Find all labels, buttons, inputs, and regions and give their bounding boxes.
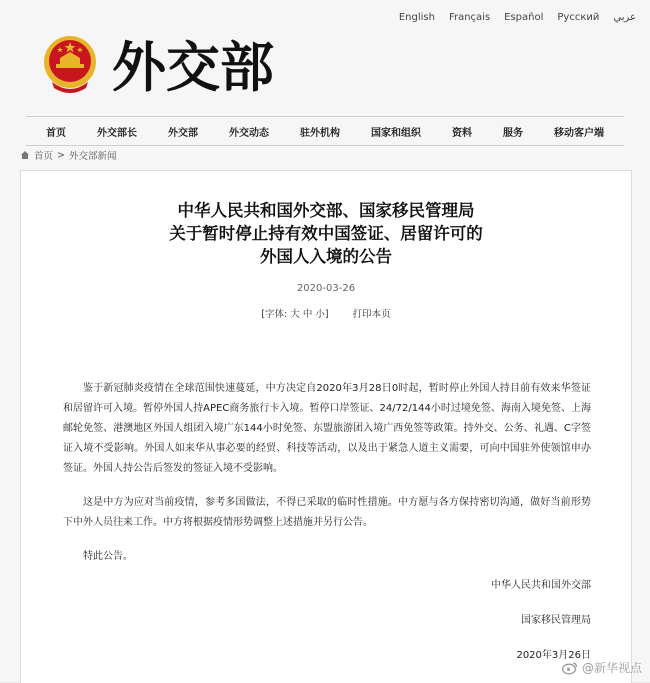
- font-size-label: [字体:: [261, 309, 288, 320]
- lang-french[interactable]: Français: [448, 12, 491, 23]
- title-line: 关于暂时停止持有效中国签证、居留许可的: [169, 224, 483, 243]
- breadcrumb: [20, 148, 117, 162]
- lang-english[interactable]: English: [398, 12, 435, 23]
- nav-foreign-minister[interactable]: 外交部长: [97, 127, 137, 139]
- main-nav: [26, 116, 624, 146]
- nav-mobile-client[interactable]: 移动客户端: [554, 127, 604, 139]
- home-icon: [20, 150, 30, 160]
- article-title: [21, 199, 631, 268]
- font-small-button[interactable]: 小]: [315, 309, 329, 320]
- body-paragraph: 特此公告。: [83, 551, 133, 562]
- weibo-icon: [562, 661, 578, 675]
- nav-missions-abroad[interactable]: 驻外机构: [300, 127, 340, 139]
- ministry-calligraphy-logo[interactable]: [112, 30, 282, 100]
- title-line: 外国人入境的公告: [260, 247, 392, 266]
- lang-arabic[interactable]: عربي: [613, 12, 636, 23]
- watermark: [562, 659, 642, 676]
- body-paragraph: 这是中方为应对当前疫情，参考多国做法，不得已采取的临时性措施。中方愿与各方保持密切沟通，做好当前形势下中外人员往来工作。中方将根据疫情形势调整上述措施并另行公告。: [63, 497, 591, 528]
- article-panel: [20, 170, 632, 683]
- print-button[interactable]: 打印本页: [352, 309, 391, 320]
- national-emblem-icon[interactable]: [42, 34, 98, 94]
- lang-russian[interactable]: Русский: [557, 12, 600, 23]
- nav-ministry[interactable]: 外交部: [168, 127, 198, 139]
- nav-resources[interactable]: 资料: [452, 127, 472, 139]
- signature-mfa: 中华人民共和国外交部: [491, 580, 591, 591]
- breadcrumb-separator: >: [57, 149, 65, 161]
- nav-diplomatic-news[interactable]: 外交动态: [229, 127, 269, 139]
- signature-date: 2020年3月26日: [516, 650, 591, 661]
- font-medium-button[interactable]: 中: [302, 309, 313, 320]
- font-large-button[interactable]: 大: [290, 309, 300, 320]
- breadcrumb-current[interactable]: 外交部新闻: [68, 151, 117, 162]
- title-line: 中华人民共和国外交部、国家移民管理局: [177, 201, 475, 220]
- nav-services[interactable]: 服务: [503, 127, 523, 139]
- signature-nia: 国家移民管理局: [521, 615, 591, 626]
- article-body: [63, 379, 591, 581]
- nav-countries-organizations[interactable]: 国家和组织: [371, 127, 421, 139]
- body-paragraph: 鉴于新冠肺炎疫情在全球范围快速蔓延，中方决定自2020年3月28日0时起，暂时停止外国人持目前有效来华签证和居留许可入境。暂停外国人持APEC商务旅行卡入境。暂停口岸签证、24/72/144小时过境免签、海南入境免签、上海邮轮免签、港澳地区外国人组团入境广东144小时免签、东盟旅游团入境广西免签等政策。持外交、公务、礼遇、C字签证入境不受影响。外国人如来华从事必要的经贸、科技等活动，以及出于紧急人道主义需要，可向中国驻外使领馆申办签证。外国人持公告后签发的签证入境不受影响。: [63, 383, 591, 474]
- nav-home[interactable]: 首页: [46, 127, 66, 139]
- language-bar: [385, 12, 636, 23]
- article-date: 2020-03-26: [296, 283, 356, 294]
- article-tools: [21, 306, 631, 320]
- watermark-text: @新华视点: [581, 661, 642, 675]
- breadcrumb-home[interactable]: 首页: [34, 151, 54, 162]
- logo-text: 外交部: [112, 35, 274, 99]
- lang-spanish[interactable]: Español: [504, 12, 544, 23]
